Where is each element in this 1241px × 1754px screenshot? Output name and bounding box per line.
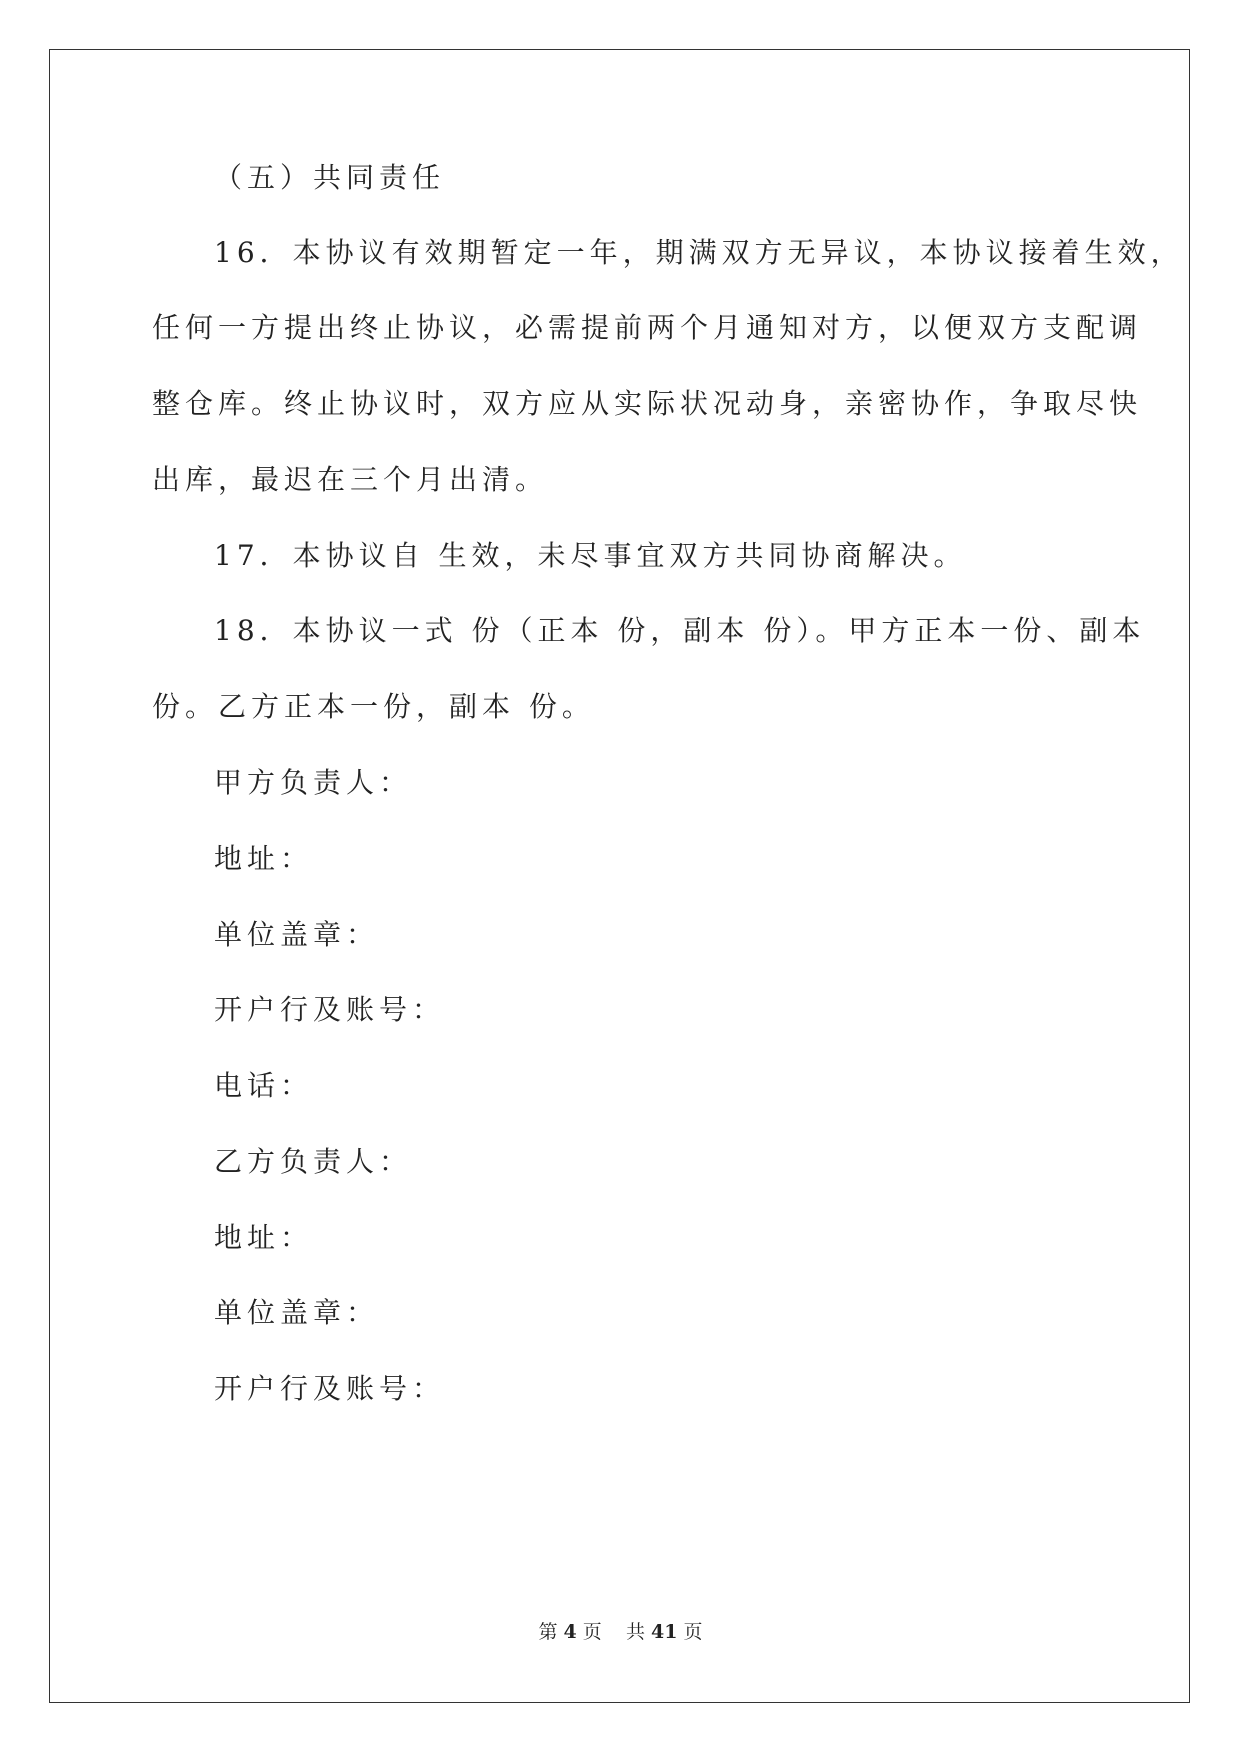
party-b-seal-label: 单位盖章： [214,1296,380,1329]
current-page-number: 4 [563,1621,577,1643]
clause-16-line-2: 任何一方提出终止协议，必需提前两个月通知对方，以便双方支配调 [152,311,1143,344]
clause-18-line-2: 份。乙方正本一份，副本 份。 [152,690,595,723]
party-b-address-label: 地址： [214,1221,314,1254]
party-a-phone-label: 电话： [214,1069,314,1102]
total-page-count: 41 [651,1621,678,1643]
party-a-representative-label: 甲方负责人： [214,766,413,799]
page-footer [0,1620,1241,1644]
clause-16-line-1: 16．本协议有效期暂定一年，期满双方无异议，本协议接着生效， [214,236,1184,269]
footer-page-suffix: 页 [582,1621,602,1643]
party-a-seal-label: 单位盖章： [214,918,380,951]
party-b-bank-account-label: 开户行及账号： [214,1372,446,1405]
clause-16-line-4: 出库，最迟在三个月出清。 [152,463,549,496]
party-a-bank-account-label: 开户行及账号： [214,993,446,1026]
party-b-representative-label: 乙方负责人： [214,1145,413,1178]
section-heading: （五）共同责任 [214,161,446,194]
footer-total-prefix: 共 [625,1621,645,1643]
party-a-address-label: 地址： [214,842,314,875]
footer-total-suffix: 页 [683,1621,703,1643]
clause-18-line-1: 18．本协议一式 份（正本 份，副本 份）。甲方正本一份、副本 [214,614,1146,647]
footer-prefix: 第 [538,1621,558,1643]
clause-16-line-3: 整仓库。终止协议时，双方应从实际状况动身，亲密协作，争取尽快 [152,387,1143,420]
clause-17: 17．本协议自 生效，未尽事宜双方共同协商解决。 [214,539,967,572]
